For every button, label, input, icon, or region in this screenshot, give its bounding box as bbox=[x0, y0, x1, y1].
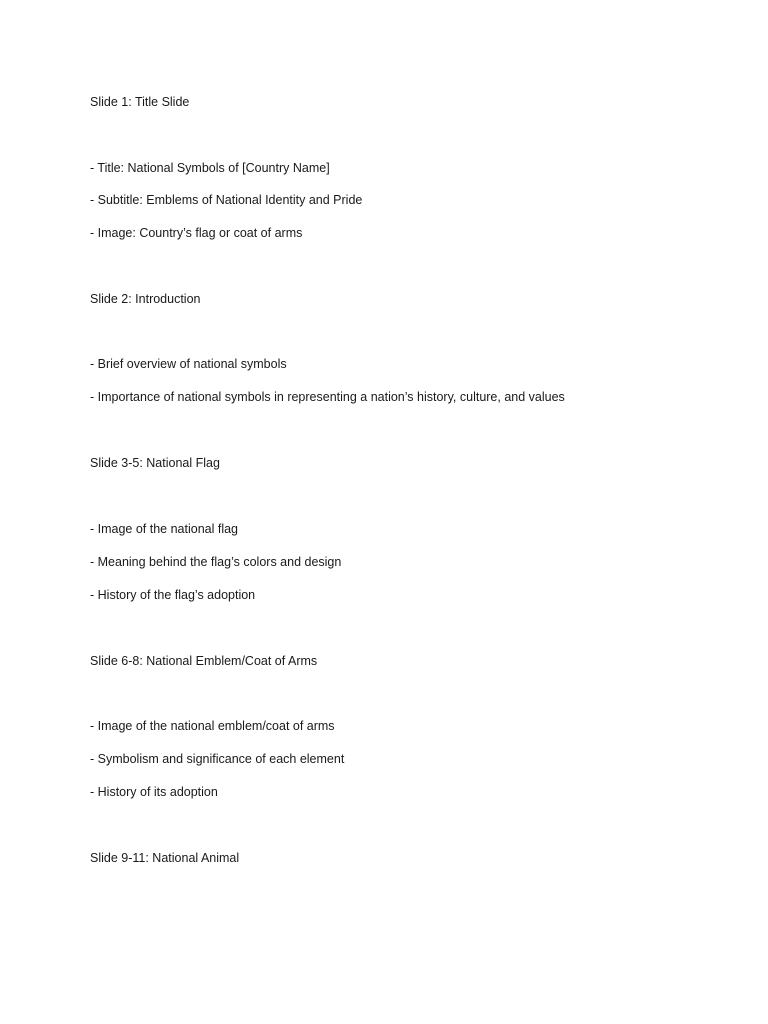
bullet-flag-meaning: - Meaning behind the flag’s colors and design bbox=[90, 555, 342, 569]
bullet-emblem-history: - History of its adoption bbox=[90, 785, 218, 799]
bullet-subtitle: - Subtitle: Emblems of National Identity and Pride bbox=[90, 193, 363, 207]
section-heading-slide-1: Slide 1: Title Slide bbox=[90, 95, 190, 109]
bullet-emblem-symbolism: - Symbolism and significance of each element bbox=[90, 752, 345, 766]
bullet-flag-history: - History of the flag’s adoption bbox=[90, 588, 256, 602]
section-heading-slide-6-8: Slide 6-8: National Emblem/Coat of Arms bbox=[90, 654, 318, 668]
bullet-emblem-image: - Image of the national emblem/coat of arms bbox=[90, 719, 335, 733]
bullet-title: - Title: National Symbols of [Country Name] bbox=[90, 161, 330, 175]
bullet-flag-image: - Image of the national flag bbox=[90, 522, 239, 536]
bullet-importance: - Importance of national symbols in representing a nation’s history, culture, and values bbox=[90, 390, 565, 404]
section-heading-slide-3-5: Slide 3-5: National Flag bbox=[90, 456, 220, 470]
bullet-image: - Image: Country’s flag or coat of arms bbox=[90, 226, 303, 240]
section-heading-slide-2: Slide 2: Introduction bbox=[90, 292, 201, 306]
bullet-overview: - Brief overview of national symbols bbox=[90, 357, 287, 371]
section-heading-slide-9-11: Slide 9-11: National Animal bbox=[90, 851, 240, 865]
